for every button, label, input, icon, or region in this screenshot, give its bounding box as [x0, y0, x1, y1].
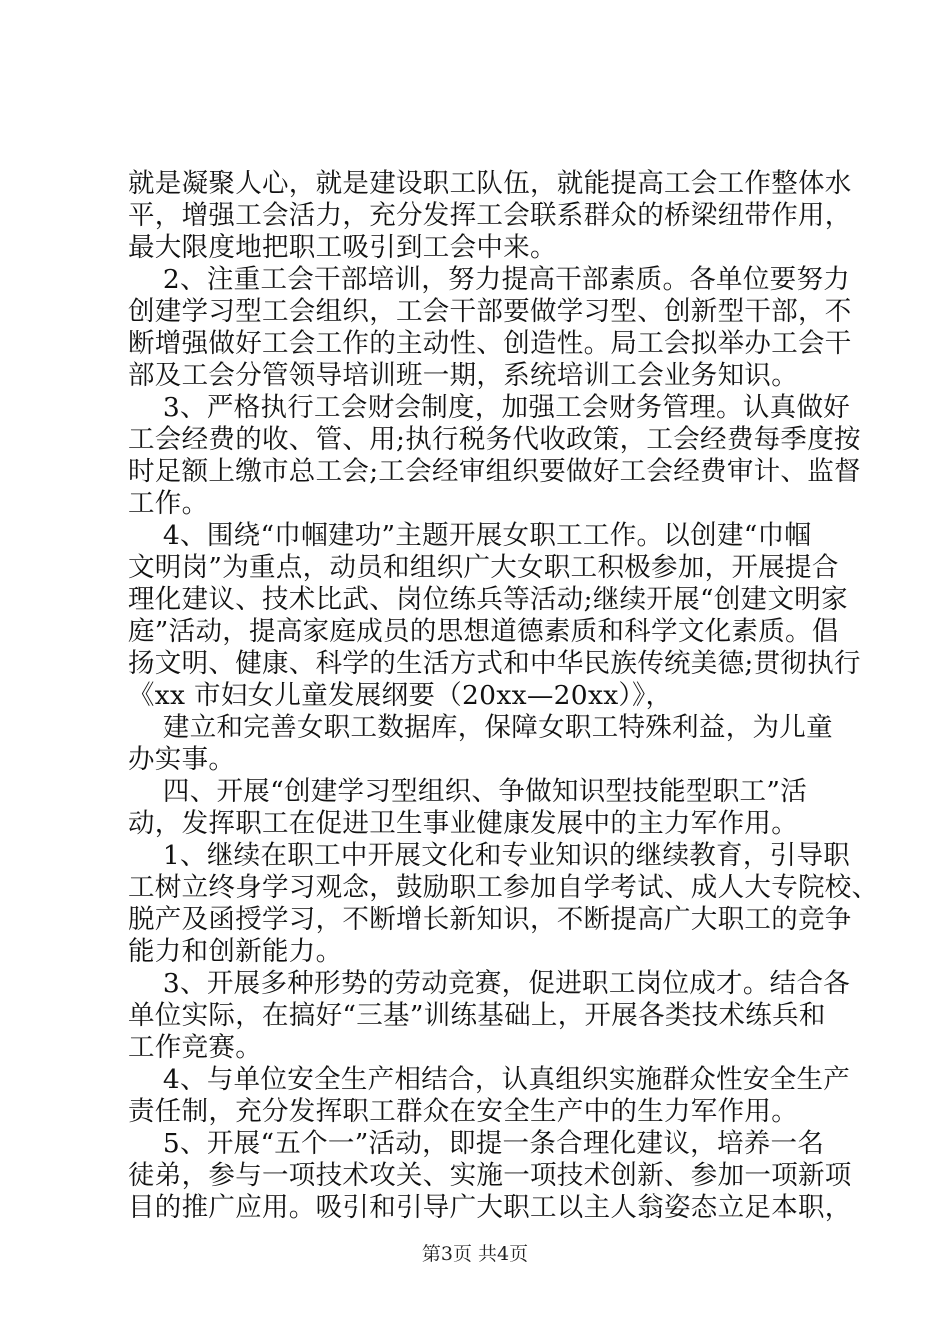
text-line: 工作。 [128, 488, 209, 519]
text-line: 4、围绕“巾帼建功”主题开展女职工工作。以创建“巾帼 [128, 520, 812, 551]
text-line: 3、严格执行工会财会制度，加强工会财务管理。认真做好 [128, 392, 851, 423]
text-line: 部及工会分管领导培训班一期，系统培训工会业务知识。 [128, 360, 798, 391]
text-line: 建立和完善女职工数据库，保障女职工特殊利益，为儿童 [128, 712, 833, 743]
text-line: 目的推广应用。吸引和引导广大职工以主人翁姿态立足本职， [128, 1192, 852, 1223]
text-line: 徒弟，参与一项技术攻关、实施一项技术创新、参加一项新项 [128, 1160, 852, 1191]
text-line: 5、开展“五个一”活动，即提一条合理化建议，培养一名 [128, 1128, 825, 1159]
text-line: 时足额上缴市总工会;工会经审组织要做好工会经费审计、监督 [128, 456, 861, 487]
text-line: 工树立终身学习观念，鼓励职工参加自学考试、成人大专院校、 [128, 872, 879, 903]
text-line: 创建学习型工会组织，工会干部要做学习型、创新型干部，不 [128, 296, 852, 327]
text-line: 单位实际，在搞好“三基”训练基础上，开展各类技术练兵和 [128, 1000, 826, 1031]
text-line: 工作竞赛。 [128, 1032, 262, 1063]
text-line: 断增强做好工会工作的主动性、创造性。局工会拟举办工会干 [128, 328, 852, 359]
text-line: 1、继续在职工中开展文化和专业知识的继续教育，引导职 [128, 840, 851, 871]
text-line: 最大限度地把职工吸引到工会中来。 [128, 232, 557, 263]
text-line: 动，发挥职工在促进卫生事业健康发展中的主力军作用。 [128, 808, 798, 839]
text-line: 2、注重工会干部培训，努力提高干部素质。各单位要努力 [128, 264, 851, 295]
text-line: 扬文明、健康、科学的生活方式和中华民族传统美德;贯彻执行 [128, 648, 861, 679]
text-line: 理化建议、技术比武、岗位练兵等活动;继续开展“创建文明家 [128, 584, 848, 615]
text-line: 文明岗”为重点，动员和组织广大女职工积极参加，开展提合 [128, 552, 839, 583]
document-body [128, 168, 879, 1224]
page-number-footer: 第3页 共4页 [421, 1243, 529, 1265]
text-line: 办实事。 [128, 744, 236, 775]
text-line: 工会经费的收、管、用;执行税务代收政策，工会经费每季度按 [128, 424, 861, 455]
text-line: 脱产及函授学习，不断增长新知识，不断提高广大职工的竞争 [128, 904, 852, 935]
text-line: 4、与单位安全生产相结合，认真组织实施群众性安全生产 [128, 1064, 851, 1095]
text-line: 就是凝聚人心，就是建设职工队伍，就能提高工会工作整体水 [128, 168, 852, 199]
text-line: 平，增强工会活力，充分发挥工会联系群众的桥梁纽带作用， [128, 200, 852, 231]
text-line: 3、开展多种形势的劳动竞赛，促进职工岗位成才。结合各 [128, 968, 851, 999]
body-paragraph [128, 168, 879, 1224]
text-line: 责任制，充分发挥职工群众在安全生产中的生力军作用。 [128, 1096, 798, 1127]
text-line: 庭”活动，提高家庭成员的思想道德素质和科学文化素质。倡 [128, 616, 839, 647]
text-line: 能力和创新能力。 [128, 936, 343, 967]
text-line: 四、开展“创建学习型组织、争做知识型技能型职工”活 [128, 776, 807, 807]
text-line: 《xx 市妇女儿童发展纲要（20xx—20xx）》， [128, 680, 673, 711]
